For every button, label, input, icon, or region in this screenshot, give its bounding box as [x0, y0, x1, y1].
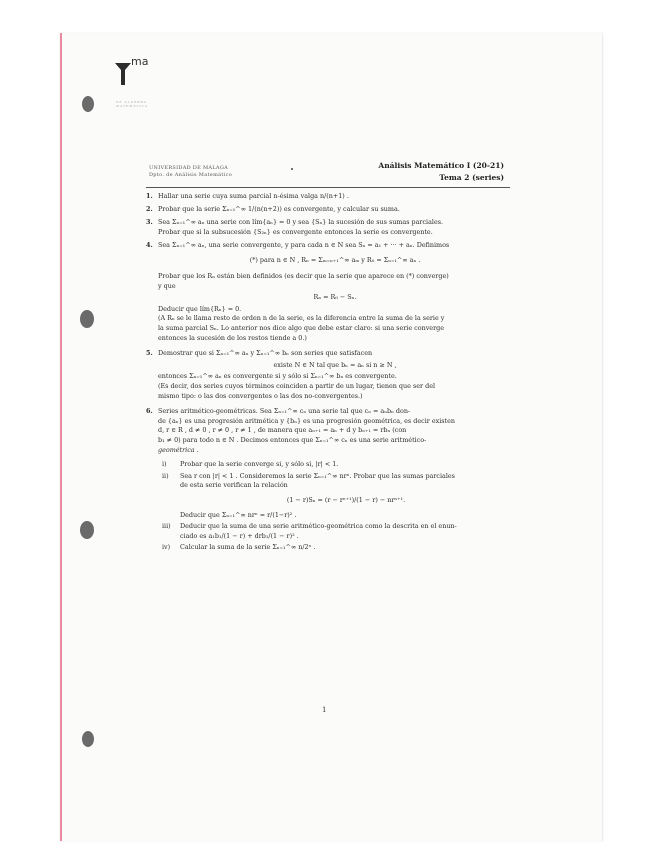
exercise-number: 6.: [146, 407, 153, 416]
exercise-formula: existe N ∈ N tal que bₙ = aₙ si n ≥ N ,: [273, 360, 397, 369]
exercise-formula: (*) para n ∈ N , Rₙ = Σₘ₌ₙ₊₁^∞ aₘ y R₀ = Σₙ₌₁^∞ aₙ .: [249, 256, 421, 265]
subexercise-number: iv): [162, 543, 171, 552]
subexercise-text: Calcular la suma de la serie Σₙ₌₁^∞ n/2ⁿ .: [180, 543, 316, 552]
subexercise-formula: (1 − r)Sₙ = (r − rⁿ⁺¹)/(1 − r) − nrⁿ⁺¹.: [286, 495, 406, 504]
university-logo: [113, 55, 173, 135]
exercise-text: Demostrar que si Σₙ₌₁^∞ aₙ y Σₙ₌₁^∞ bₙ son series que satisfacen: [158, 349, 373, 358]
exercise-text: d, r ∈ R , d ≠ 0 , r ≠ 0 , r ≠ 1 , de manera que aₙ₊₁ = aₙ + d y bₙ₊₁ = rbₙ (con: [158, 426, 407, 435]
exercise-number: 4.: [146, 240, 153, 249]
exercise-text: entonces la sucesión de los restos tiende a 0.): [158, 333, 307, 342]
exercise-text: Probar que los Rₙ están bien definidos (es decir que la serie que aparece en (*) converge): [158, 272, 449, 281]
mark-dot: [291, 168, 293, 170]
punch-hole: [82, 731, 94, 747]
exercise-text: la suma parcial Sₙ. Lo anterior nos dice algo que debe estar claro: si una serie converge: [158, 324, 445, 333]
subexercise-text: Deducir que la suma de una serie aritmético-geométrica como la descrita en el enun-: [180, 522, 457, 531]
punch-hole: [80, 310, 94, 328]
subexercise-text: Probar que la serie converge si, y sólo si, |r| < 1.: [180, 460, 339, 469]
university-name: UNIVERSIDAD DE MÁLAGA: [149, 165, 229, 171]
exercise-text: Probar que si la subsucesión {S₂ₙ} es convergente entonces la serie es convergente.: [158, 227, 433, 236]
exercise-text: Probar que la serie Σₙ₌₁^∞ 1/(n(n+2)) es convergente, y calcular su suma.: [158, 205, 400, 214]
exercise-number: 5.: [146, 349, 153, 358]
exercise-5: [146, 349, 512, 401]
exercise-number: 3.: [146, 218, 153, 227]
subexercise-text: de esta serie verifican la relación: [180, 481, 288, 490]
exercise-2: [146, 205, 512, 215]
subexercise-number: iii): [162, 522, 171, 531]
subexercise-text: Sea r con |r| < 1 . Consideremos la serie Σₙ₌₁^∞ nrⁿ. Probar que las sumas parciales: [180, 471, 455, 480]
exercise-text: (A Rₙ se le llama resto de orden n de la serie, es la diferencia entre la suma de la serie y: [158, 314, 445, 323]
exercise-formula: Rₙ = R₀ − Sₙ.: [313, 293, 357, 302]
exercise-text: Sea Σₙ₌₁^∞ aₙ una serie con lím{aₙ} = 0 y sea {Sₙ} la sucesión de sus sumas parciales.: [158, 218, 444, 227]
exercise-text: geométrica .: [158, 445, 199, 454]
exercise-number: 1.: [146, 192, 153, 200]
subexercise-text: Deducir que Σₙ₌₁^∞ nrⁿ = r/(1−r)² .: [180, 510, 297, 519]
subexercise-text: ciado es a₁b₁/(1 − r) + drb₁/(1 − r)² .: [180, 531, 299, 540]
subexercise-ii: [158, 472, 512, 520]
subexercise-number: i): [162, 460, 167, 469]
exercise-text: Series aritmético-geométricas. Sea Σₙ₌₁^∞ cₙ una serie tal que cₙ = aₙbₙ don-: [158, 407, 411, 416]
logo-subtext: DE ÁLGEBRA MATEMÁTICA: [116, 100, 148, 108]
subexercise-i: [158, 460, 512, 470]
exercise-number: 2.: [146, 205, 153, 214]
university-block: [149, 165, 232, 179]
logo-text: ma: [131, 55, 149, 68]
topic-title: Tema 2 (series): [439, 173, 504, 182]
punch-hole: [80, 521, 94, 539]
exercise-1: [146, 192, 512, 202]
exercise-6: [146, 407, 512, 553]
page-number: 1: [322, 706, 327, 714]
logo-mark-icon: [113, 61, 133, 87]
subexercise-number: ii): [162, 471, 169, 480]
department-name: Dpto. de Análisis Matemático: [149, 172, 233, 178]
exercise-3: [146, 218, 512, 237]
subexercise-iii: [158, 522, 512, 541]
exercise-text: Deducir que lím{Rₙ} = 0.: [158, 304, 242, 313]
header-rule: [146, 187, 510, 188]
exercise-text: de {aₙ} es una progresión aritmética y {bₙ} es una progresión geométrica, es decir existen: [158, 416, 455, 425]
exercise-text: Sea Σₙ₌₁^∞ aₙ, una serie convergente, y para cada n ∈ N sea Sₙ = a₁ + ··· + aₙ. Definimos: [158, 240, 450, 249]
exercise-text: y que: [158, 281, 176, 290]
subexercise-iv: [158, 543, 512, 553]
exercise-4: [146, 241, 512, 343]
exercise-text: Hallar una serie cuya suma parcial n-ésima valga n/(n+1) .: [158, 192, 349, 200]
exercise-text: entonces Σₙ₌₁^∞ aₙ es convergente si y sólo si Σₙ₌₁^∞ bₙ es convergente.: [158, 372, 397, 381]
exercise-list: [146, 192, 512, 556]
punch-hole: [82, 96, 94, 112]
exercise-text: b₁ ≠ 0) para todo n ∈ N . Decimos entonces que Σₙ₌₁^∞ cₙ es una serie aritmético-: [158, 435, 427, 444]
course-title: Análisis Matemático I (20-21): [378, 161, 504, 170]
course-block: [378, 160, 504, 184]
exercise-text: (Es decir, dos series cuyos términos coinciden a partir de un lugar, tienen que ser del: [158, 382, 436, 390]
exercise-text: mismo tipo: o las dos convergentes o las dos no-convergentes.): [158, 391, 363, 400]
